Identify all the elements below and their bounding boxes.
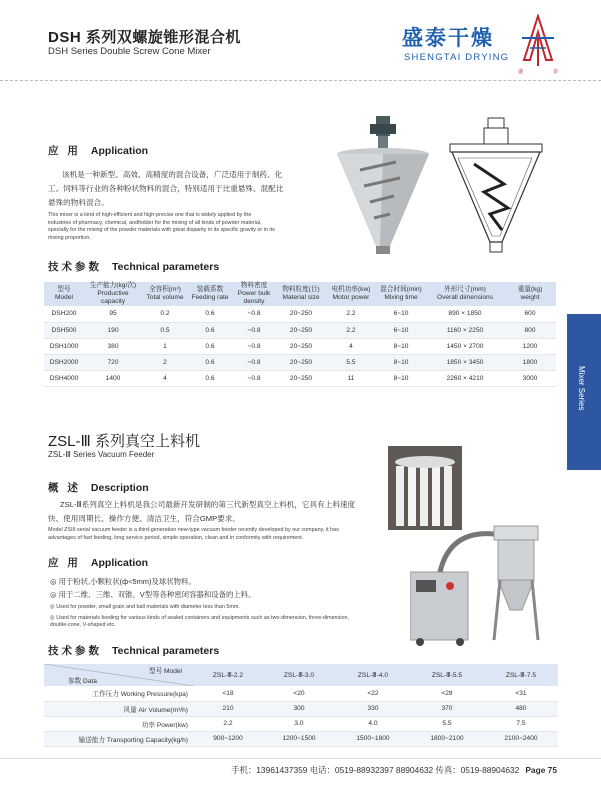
corner-top-label: 型号 Model <box>149 668 182 675</box>
table-cell: 1400 <box>105 374 121 382</box>
table-cell: 2 <box>142 354 188 370</box>
table-cell: 0.5 <box>142 322 188 338</box>
table-row <box>44 701 558 716</box>
table-cell: 2260 × 4210 <box>446 374 484 382</box>
table-cell: DSH2000 <box>44 354 84 370</box>
dsh-application-heading-en: Application <box>90 145 149 157</box>
logo-caption-left: 盛 <box>518 69 524 75</box>
logo-caption-right: 泰 <box>552 69 558 75</box>
header-weight: 重量(kg) weight <box>504 282 556 306</box>
zsl-application-heading <box>48 555 148 570</box>
table-cell: 900~1200 <box>194 731 262 746</box>
dsh-tech-heading-en: Technical parameters <box>112 261 220 273</box>
header-feeding-rate: 装载系数 Feeding rate <box>188 282 232 306</box>
row-label: 工作压力 Working Pressure(kpa) <box>44 686 194 701</box>
footer-divider <box>0 758 601 759</box>
table-cell: 4.0 <box>336 716 410 731</box>
zsl-tech-heading-cn: 技术参数 <box>48 645 102 657</box>
text-line: ◎ Used for powder, small grain and ball materials with diameter less than 5mm. <box>50 604 240 610</box>
table-cell: ~0.8 <box>232 354 276 370</box>
text-line: advantages of fast feeding, long service period, simple operation, clean and in conformity with requirement. <box>48 534 304 541</box>
table-cell: 1800 <box>504 354 556 370</box>
dsh-application-text-cn-2 <box>48 182 283 210</box>
table-cell: 20~250 <box>289 342 313 350</box>
table-cell: DSH1000 <box>49 342 79 350</box>
text-line: 悬殊的物料混合。 <box>48 198 109 207</box>
logo-caption <box>518 68 558 75</box>
table-cell: 6~10 <box>376 322 426 338</box>
table-cell: 1200 <box>522 342 538 350</box>
series-side-tab <box>567 314 601 470</box>
cone-mixer-drawing <box>444 114 548 258</box>
zsl-bullets-en <box>50 604 349 630</box>
zsl-description-en <box>48 527 339 542</box>
zsl-description-heading <box>48 480 149 495</box>
zsl-application-heading-cn: 应 用 <box>48 557 81 569</box>
table-cell: 5.5 <box>326 354 376 370</box>
zsl-bullet-cn-2: ◎ 用于二维、三维、双锥、V型等各种密闭容器和设备的上料。 <box>50 590 256 599</box>
table-cell: 190 <box>84 322 142 338</box>
header-material-size: 物料粒度(目) Material size <box>276 282 326 306</box>
table-cell: ~0.8 <box>232 322 276 338</box>
row-label: 输送能力 Transporting Capacity(kg/h) <box>44 731 194 746</box>
table-cell: 20~250 <box>276 322 326 338</box>
zsl-subtitle: ZSL-Ⅲ Series Vacuum Feeder <box>48 450 155 459</box>
table-row <box>44 716 558 731</box>
table-cell: 7.5 <box>484 716 558 731</box>
dsh-application-heading-cn: 应 用 <box>48 145 81 157</box>
text-line: This mixer is a kind of high-efficient and high-precise one that is widely applied by the <box>48 212 252 218</box>
table-cell: 8~10 <box>393 374 409 382</box>
footer-contact: 手机：13961437359 电话：0519-88932397 88904632 传真：0519-88904632 <box>231 765 520 775</box>
table-cell: <18 <box>194 686 262 701</box>
page-subtitle: DSH Series Double Screw Cone Mixer <box>48 46 211 57</box>
table-row <box>44 322 556 338</box>
table-cell: 5.5 <box>410 716 484 731</box>
header-model-4: ZSL-Ⅲ-5.5 <box>410 664 484 686</box>
table-cell: DSH500 <box>44 322 84 338</box>
corner-diagonal <box>44 664 194 686</box>
table-cell: 8~10 <box>393 342 409 350</box>
table-cell: <28 <box>410 686 484 701</box>
cone-mixer-photo <box>330 110 436 258</box>
text-line: Model ZSIII serial vacuum feeder is a third-generation new-type vacuum feeder recently developed by our company, it has <box>48 527 339 533</box>
zsl-tech-heading-en: Technical parameters <box>112 645 220 657</box>
text-line: 工、饲料等行业的各种粉状物料的混合，特别适用于比重悬殊、混配比 <box>48 184 284 193</box>
header-model-3: ZSL-Ⅲ-4.0 <box>336 664 410 686</box>
table-cell: <20 <box>262 686 336 701</box>
footer <box>231 764 557 776</box>
table-cell: 3.0 <box>262 716 336 731</box>
header-corner <box>44 664 194 686</box>
zsl-parameter-table <box>44 664 558 747</box>
text-line: 该机是一种新型、高效、高精度的混合设备，广泛适用于制药、化 <box>62 170 283 179</box>
page-title: DSH 系列双螺旋锥形混合机 <box>48 29 241 46</box>
table-cell: 1160 × 2250 <box>426 322 504 338</box>
table-cell: 1200~1500 <box>262 731 336 746</box>
table-cell: 3000 <box>522 374 538 382</box>
table-cell: 1850 × 3450 <box>426 354 504 370</box>
table-cell: ~0.8 <box>247 310 261 318</box>
shengtai-logo-icon <box>518 14 558 70</box>
table-row <box>44 354 556 370</box>
table-cell: 210 <box>194 701 262 716</box>
brand-name-cn: 盛泰干燥 <box>402 25 494 50</box>
table-cell: 20~250 <box>289 310 313 318</box>
table-cell: 20~250 <box>276 354 326 370</box>
zsl-bullet-cn-1: ◎ 用于粉状,小颗粒状(ф<5mm)及球状物料。 <box>50 577 196 586</box>
table-cell: 6~10 <box>393 310 409 318</box>
table-cell: 8~10 <box>376 354 426 370</box>
dsh-tech-heading-cn: 技术参数 <box>48 261 102 273</box>
dsh-application-heading <box>48 143 148 158</box>
table-cell: 380 <box>107 342 119 350</box>
table-row <box>44 731 558 746</box>
table-row <box>44 370 556 386</box>
row-label: 风量 Air Volume(m³/h) <box>44 701 194 716</box>
header-volume: 全容积(m³) Total volume <box>142 282 188 306</box>
text-line: ◎ Used for materials feeding for various kinds of sealed containers and equipments such as two-dimension, three-dimension, <box>50 614 349 621</box>
table-cell: 2.2 <box>346 310 356 318</box>
zsl-description-heading-cn: 概 述 <box>48 482 81 494</box>
table-cell: 370 <box>410 701 484 716</box>
table-cell: <22 <box>336 686 410 701</box>
header-model-1: ZSL-Ⅲ-2.2 <box>194 664 262 686</box>
table-cell: 95 <box>109 310 117 318</box>
table-cell: 20~250 <box>289 374 313 382</box>
table-cell: 2100~2400 <box>484 731 558 746</box>
table-cell: 4 <box>349 342 353 350</box>
table-cell: 480 <box>484 701 558 716</box>
dsh-application-text-en <box>48 212 316 242</box>
table-cell: <31 <box>484 686 558 701</box>
table-cell: 0.6 <box>188 354 232 370</box>
dsh-tech-heading <box>48 259 219 274</box>
table-cell: 0.2 <box>160 310 170 318</box>
zsl-tech-heading <box>48 643 219 658</box>
table-cell: 1500~1800 <box>336 731 410 746</box>
dsh-parameter-table <box>44 282 556 387</box>
header-model-2: ZSL-Ⅲ-3.0 <box>262 664 336 686</box>
brand-name-en: SHENGTAI DRYING <box>404 52 510 63</box>
header-dimensions: 外形尺寸(mm) Overall dimensions <box>426 282 504 306</box>
table-cell: 300 <box>262 701 336 716</box>
header-density: 物料密度 Power bulk density <box>232 282 276 306</box>
table-cell: 11 <box>347 374 355 382</box>
zsl-title: ZSL-Ⅲ 系列真空上料机 <box>48 433 201 450</box>
series-side-tab-label: Mixer Series <box>577 366 586 411</box>
table-cell: 800 <box>504 322 556 338</box>
zsl-application-heading-en: Application <box>90 557 149 569</box>
zsl-description-cn-2: 快、使用周期长、操作方便、清洁卫生，符合GMP要求。 <box>48 514 240 523</box>
corner-bottom-label: 参数 Data <box>68 678 97 685</box>
table-cell: 890 × 1850 <box>448 310 482 318</box>
table-cell: 2.2 <box>194 716 262 731</box>
header-motor-power: 电机功率(kw) Motor power <box>326 282 376 306</box>
table-cell: 1800~2100 <box>410 731 484 746</box>
header-model-5: ZSL-Ⅲ-7.5 <box>484 664 558 686</box>
page-number: Page 75 <box>525 765 557 775</box>
table-header-row <box>44 282 556 306</box>
table-cell: 330 <box>336 701 410 716</box>
filter-cartridges-photo <box>388 446 462 530</box>
dsh-application-text-cn <box>62 168 282 182</box>
table-row <box>44 306 556 322</box>
table-cell: 0.6 <box>205 374 215 382</box>
table-cell: 0.6 <box>188 322 232 338</box>
table-cell: 1 <box>163 342 167 350</box>
table-cell: DSH4000 <box>49 374 79 382</box>
header-divider <box>0 80 601 81</box>
text-line: industries of pharmacy, chemical, andfodder for the mixing of all kinds of powder material, <box>48 219 262 226</box>
vacuum-feeder-photo <box>410 520 556 650</box>
zsl-description-heading-en: Description <box>90 482 149 494</box>
row-label: 功率 Power(kw) <box>44 716 194 731</box>
table-cell: 1450 × 2700 <box>446 342 484 350</box>
table-cell: 600 <box>524 310 536 318</box>
table-row <box>44 686 558 701</box>
table-cell: 4 <box>163 374 167 382</box>
table-cell: 0.6 <box>205 342 215 350</box>
zsl-description-cn-1: ZSL-Ⅲ系列真空上料机是我公司最新开发研制的第三代新型真空上料机，它具有上料速度 <box>60 500 356 509</box>
table-cell: 0.6 <box>205 310 215 318</box>
table-cell: ~0.8 <box>247 342 261 350</box>
text-line: double-cone, V-shaped etc. <box>50 622 116 629</box>
text-line: specially for the mixing of the powder materials with great disparity in its specific gravity or in its <box>48 227 275 234</box>
table-header-row <box>44 664 558 686</box>
header-mixing-time: 混合时间(min) Mixing time <box>376 282 426 306</box>
table-row <box>44 338 556 354</box>
header-model: 型号 Model <box>44 282 84 306</box>
table-cell: DSH200 <box>51 310 77 318</box>
table-cell: 720 <box>84 354 142 370</box>
text-line: mixing proportion. <box>48 234 91 241</box>
header-capacity: 生产能力(kg/次) Productive capacity <box>84 282 142 306</box>
table-cell: ~0.8 <box>247 374 261 382</box>
table-cell: 2.2 <box>326 322 376 338</box>
